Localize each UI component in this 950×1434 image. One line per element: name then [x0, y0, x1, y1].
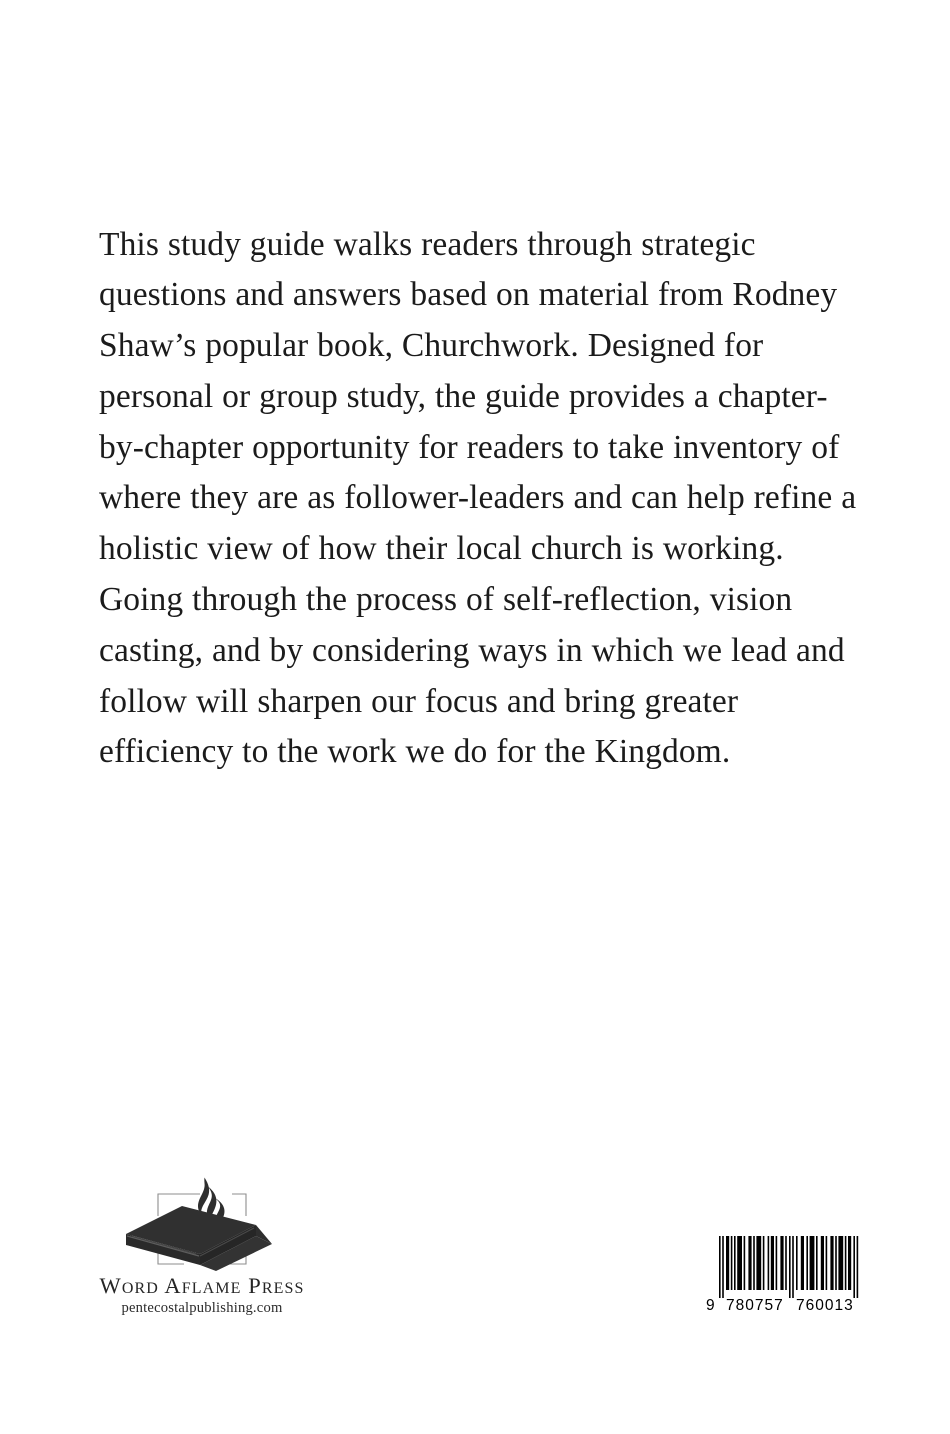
ean13-barcode-icon: [705, 1232, 869, 1314]
book-shape: [126, 1206, 272, 1271]
back-cover-blurb: This study guide walks readers through strategic questions and answers based on material from Rodney Shaw’s popular book, Churchwork. Designed for personal or group study, the guide provides a chapter-by-chapter opportunity for readers to take inventory of where they are as follower-leaders and can help refine a holistic view of how their local church is working. Going through the process of self-reflection, vision casting, and by considering ways in which we lead and follow will sharpen our focus and bring greater efficiency to the work we do for the Kingdom.: [99, 225, 857, 771]
publisher-name: Word Aflame Press: [99, 1273, 305, 1298]
barcode-digit-group-2: 780757: [726, 1297, 784, 1314]
publisher-block: [96, 1172, 308, 1317]
book-with-flame-icon: [96, 1172, 308, 1276]
barcode-digit-group-3: 760013: [796, 1297, 854, 1314]
barcode-digit-group-1: 9: [706, 1297, 716, 1314]
isbn-barcode: [705, 1232, 869, 1314]
publisher-logo: [96, 1172, 308, 1276]
publisher-website: pentecostalpublishing.com: [121, 1300, 283, 1317]
